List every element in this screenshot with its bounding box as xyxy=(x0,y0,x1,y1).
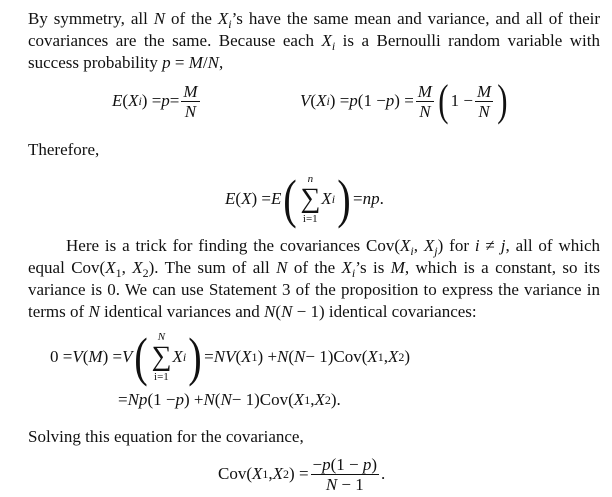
fraction-denominator xyxy=(324,475,366,494)
math-variable: Np xyxy=(127,390,148,409)
math-variable: X xyxy=(316,91,327,110)
text-run: ) = xyxy=(394,91,414,110)
math-variable: p xyxy=(162,53,171,72)
left-paren: ( xyxy=(134,327,149,387)
para1-line3 xyxy=(28,52,600,74)
summation-upper-limit: N xyxy=(157,331,166,343)
math-variable: N xyxy=(207,53,219,72)
text-run: ( xyxy=(235,347,242,366)
text-run: Here is a trick for finding the covariances Cov( xyxy=(66,236,401,255)
math-variable: E xyxy=(270,189,282,208)
text-run: covariances are the same. Because each xyxy=(28,31,322,50)
text-run: , xyxy=(121,258,133,277)
fraction-numerator xyxy=(416,82,434,102)
math-variable: NV xyxy=(213,347,236,366)
subscript: j xyxy=(434,244,438,258)
math-variable: p xyxy=(175,390,184,409)
math-variable: N xyxy=(325,474,338,494)
math-variable: N xyxy=(294,347,306,366)
math-variable: N xyxy=(419,101,431,121)
text-run: ( xyxy=(122,91,129,110)
summation-icon: ∑ xyxy=(151,341,172,372)
fraction-numerator xyxy=(311,455,380,475)
subscript: 1 xyxy=(377,349,384,364)
math-variable: X xyxy=(128,91,139,110)
math-variable: X xyxy=(367,347,378,366)
text-run: ) for xyxy=(437,236,475,255)
math-variable: M xyxy=(476,81,492,101)
right-paren: ) xyxy=(497,76,508,125)
para2-line3 xyxy=(28,279,600,301)
text-run: − xyxy=(312,454,323,474)
text-run: terms of xyxy=(28,302,89,321)
equation-variance-xi xyxy=(300,78,510,124)
math-variable: X xyxy=(388,347,399,366)
math-variable: X xyxy=(241,189,252,208)
text-run: = xyxy=(204,347,214,366)
subscript: i xyxy=(326,93,330,108)
subscript: 1 xyxy=(115,266,122,280)
text-run: ’s have the same mean and variance, and all of their xyxy=(231,9,601,28)
math-variable: X xyxy=(105,258,116,277)
math-variable: M xyxy=(390,258,405,277)
summation-upper-limit: n xyxy=(307,173,314,185)
right-paren: ) xyxy=(188,327,202,387)
text-run: − 1) identical covariances: xyxy=(292,302,477,321)
text-run: = xyxy=(169,91,180,110)
summation-lower-limit: i=1 xyxy=(154,371,169,383)
subscript: i xyxy=(228,17,232,31)
math-variable: N xyxy=(276,258,288,277)
text-run: ) + xyxy=(257,347,278,366)
text-run: − 1 xyxy=(337,474,364,494)
math-variable: X xyxy=(314,390,325,409)
math-variable: N xyxy=(264,302,276,321)
text-run: ) xyxy=(371,454,378,474)
text-run: ( xyxy=(275,302,282,321)
fraction xyxy=(311,455,380,494)
text-run: (1 − xyxy=(357,91,386,110)
text-run: ) = xyxy=(251,189,271,208)
text-run: ) = xyxy=(329,91,350,110)
math-variable: M xyxy=(183,81,198,101)
subscript: i xyxy=(331,39,336,53)
text-run: , xyxy=(218,53,224,72)
math-variable: X xyxy=(341,258,352,277)
fraction-denominator xyxy=(417,102,432,121)
equation-expectation-xi xyxy=(112,78,202,124)
math-variable: p xyxy=(322,454,331,474)
text-run: of the xyxy=(287,258,342,277)
text-run: , xyxy=(268,464,273,483)
left-paren: ( xyxy=(283,169,298,229)
math-variable: X xyxy=(400,236,411,255)
subscript: 2 xyxy=(142,266,149,280)
math-variable: M xyxy=(188,53,203,72)
fraction-numerator xyxy=(475,82,493,102)
fraction-numerator xyxy=(181,82,199,102)
text-run: of the xyxy=(165,9,218,28)
text-run: ≠ xyxy=(479,236,501,255)
subscript: 2 xyxy=(283,466,290,481)
math-variable: E xyxy=(225,189,236,208)
math-variable: X xyxy=(172,347,183,366)
text-run: ( xyxy=(288,347,295,366)
therefore-text xyxy=(28,139,600,161)
summation-icon: ∑ xyxy=(300,183,321,214)
math-variable: M xyxy=(417,81,432,101)
text-run: By symmetry, all xyxy=(28,9,154,28)
text-run: , xyxy=(413,236,424,255)
fraction-denominator xyxy=(476,102,491,121)
text-run: = xyxy=(118,390,128,409)
solving-text xyxy=(28,426,600,448)
text-run: ( xyxy=(310,91,317,110)
subscript: i xyxy=(182,349,187,364)
subscript: i xyxy=(331,191,336,206)
math-variable: X xyxy=(293,390,305,409)
fraction xyxy=(416,82,434,121)
text-run: ). The sum of all xyxy=(148,258,277,277)
left-paren: ( xyxy=(438,76,449,125)
text-run: ’s is xyxy=(355,258,391,277)
text-run: ( xyxy=(82,347,89,366)
text-run: 0 = xyxy=(50,347,73,366)
math-variable: X xyxy=(217,9,229,28)
text-run: / xyxy=(202,53,208,72)
text-run: . xyxy=(379,189,384,208)
text-run: − 1)Cov( xyxy=(231,390,294,409)
math-variable: X xyxy=(241,347,252,366)
text-run: = xyxy=(170,53,189,72)
text-run: , which is a constant, so its xyxy=(404,258,600,277)
text-run: ) + xyxy=(183,390,204,409)
math-variable: X xyxy=(321,31,332,50)
text-run: ). xyxy=(330,390,341,409)
math-variable: p xyxy=(349,91,358,110)
math-variable: V xyxy=(72,347,83,366)
math-variable: X xyxy=(132,258,143,277)
text-run: ) = xyxy=(102,347,123,366)
summation-lower-limit: i=1 xyxy=(302,213,318,225)
math-variable: p xyxy=(385,91,395,110)
fraction xyxy=(475,82,493,121)
fraction-denominator xyxy=(183,102,198,121)
text-run: , xyxy=(383,347,389,366)
math-variable: N xyxy=(203,390,215,409)
equation-covariance xyxy=(218,452,385,496)
subscript: i xyxy=(351,266,356,280)
text-run: ) xyxy=(404,347,411,366)
text-run: identical variances and xyxy=(99,302,265,321)
math-variable: X xyxy=(272,464,284,483)
math-variable: N xyxy=(184,101,197,121)
subscript: 2 xyxy=(398,349,405,364)
text-run: Therefore, xyxy=(28,140,100,159)
math-variable: N xyxy=(281,302,293,321)
math-variable: X xyxy=(423,236,435,255)
text-run: , all of which xyxy=(505,236,601,255)
text-run: (1 − xyxy=(330,454,363,474)
text-run: , xyxy=(310,390,315,409)
text-run: ( xyxy=(235,189,242,208)
math-variable: i xyxy=(474,236,480,255)
text-run: . xyxy=(381,464,386,483)
math-variable: j xyxy=(500,236,506,255)
text-run: (1 − xyxy=(147,390,176,409)
text-run: variance is 0. We can use Statement 3 of the proposition to express the variance in xyxy=(28,280,600,299)
text-run: is a Bernoulli random variable with xyxy=(335,31,600,50)
math-variable: N xyxy=(220,390,232,409)
subscript: i xyxy=(138,93,142,108)
text-run: ) = xyxy=(141,91,162,110)
para2-line4 xyxy=(28,301,600,323)
summation xyxy=(151,331,171,383)
text-run: ) = xyxy=(289,464,309,483)
subscript: 2 xyxy=(324,392,331,407)
math-variable: V xyxy=(122,347,133,366)
math-variable: p xyxy=(161,91,170,110)
text-run: − 1)Cov( xyxy=(305,347,368,366)
equation-variance-m xyxy=(50,326,410,388)
text-run: success probability xyxy=(28,53,163,72)
subscript: 1 xyxy=(251,349,258,364)
fraction xyxy=(181,82,199,121)
math-variable: N xyxy=(88,302,100,321)
math-variable: X xyxy=(252,464,263,483)
right-paren: ) xyxy=(337,169,351,229)
text-run: equal Cov( xyxy=(28,258,106,277)
math-variable: N xyxy=(277,347,289,366)
subscript: 1 xyxy=(262,466,269,481)
math-variable: np xyxy=(362,189,380,208)
text-run: 1 − xyxy=(450,91,473,110)
subscript: i xyxy=(410,244,414,258)
math-variable: X xyxy=(321,189,332,208)
text-run: Cov( xyxy=(218,464,252,483)
math-variable: N xyxy=(478,101,490,121)
subscript: 1 xyxy=(304,392,311,407)
equation-expectation-x xyxy=(225,168,384,230)
text-run: ( xyxy=(214,390,221,409)
summation xyxy=(300,173,320,225)
text-run: = xyxy=(353,189,363,208)
math-variable: M xyxy=(88,347,103,366)
equation-variance-m-line2 xyxy=(118,388,341,412)
math-variable: N xyxy=(153,9,166,28)
math-variable: E xyxy=(112,91,123,110)
math-variable: p xyxy=(362,454,372,474)
text-run: Solving this equation for the covariance, xyxy=(28,427,304,446)
math-variable: V xyxy=(300,91,311,110)
